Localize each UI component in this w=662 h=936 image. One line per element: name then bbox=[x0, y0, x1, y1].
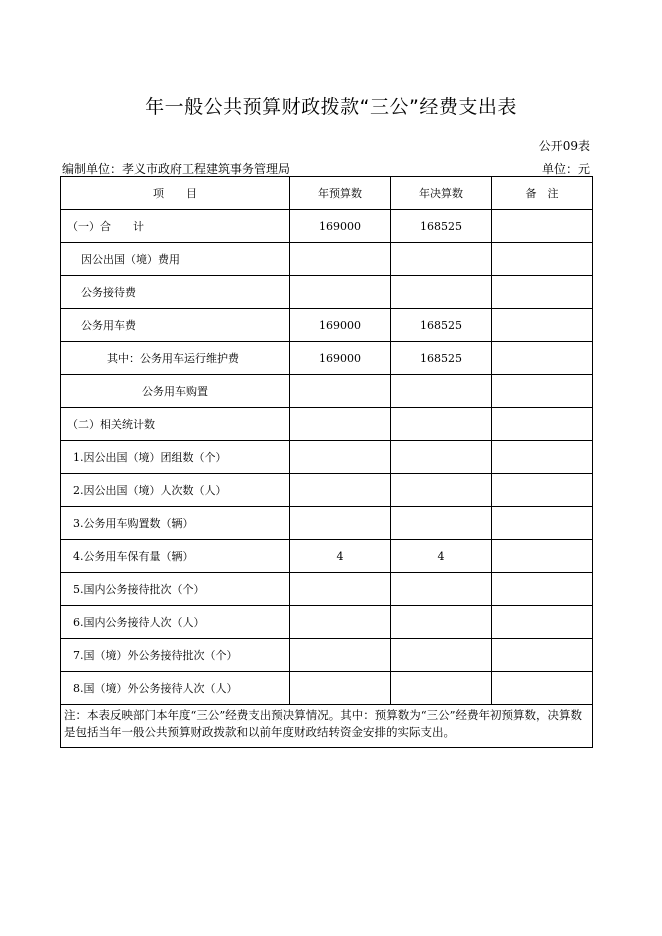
row-label: 2.因公出国（境）人次数（人） bbox=[61, 474, 290, 507]
row-note bbox=[492, 441, 593, 474]
row-budget: 169000 bbox=[290, 210, 391, 243]
table-row bbox=[61, 210, 593, 243]
row-label: 4.公务用车保有量（辆） bbox=[61, 540, 290, 573]
footnote: 注：本表反映部门本年度“三公”经费支出预决算情况。其中：预算数为“三公”经费年初预算数，决算数是包括当年一般公共预算财政拨款和以前年度财政结转资金安排的实际支出。 bbox=[61, 705, 593, 748]
row-label: 5.国内公务接待批次（个） bbox=[61, 573, 290, 606]
row-final bbox=[391, 606, 492, 639]
row-note bbox=[492, 276, 593, 309]
table-row bbox=[61, 375, 593, 408]
table-row bbox=[61, 309, 593, 342]
row-note bbox=[492, 606, 593, 639]
row-budget bbox=[290, 672, 391, 705]
form-number: 公开09表 bbox=[538, 139, 590, 153]
table-row bbox=[61, 243, 593, 276]
row-label: （二）相关统计数 bbox=[61, 408, 290, 441]
row-label: 7.国（境）外公务接待批次（个） bbox=[61, 639, 290, 672]
row-final bbox=[391, 639, 492, 672]
row-budget bbox=[290, 507, 391, 540]
row-note bbox=[492, 210, 593, 243]
expense-table bbox=[60, 176, 593, 748]
row-note bbox=[492, 507, 593, 540]
row-budget bbox=[290, 243, 391, 276]
table-row bbox=[61, 507, 593, 540]
row-note bbox=[492, 573, 593, 606]
row-final: 168525 bbox=[391, 342, 492, 375]
row-note bbox=[492, 672, 593, 705]
table-row bbox=[61, 441, 593, 474]
row-budget bbox=[290, 639, 391, 672]
row-budget bbox=[290, 606, 391, 639]
row-budget bbox=[290, 474, 391, 507]
row-label: 因公出国（境）费用 bbox=[61, 243, 290, 276]
row-final bbox=[391, 375, 492, 408]
row-label: 公务用车购置 bbox=[61, 375, 290, 408]
row-final bbox=[391, 441, 492, 474]
row-budget bbox=[290, 441, 391, 474]
unit-label: 单位：元 bbox=[541, 162, 590, 176]
row-final: 4 bbox=[391, 540, 492, 573]
table-header-row bbox=[61, 177, 593, 210]
row-label: 1.因公出国（境）团组数（个） bbox=[61, 441, 290, 474]
row-note bbox=[492, 309, 593, 342]
row-budget bbox=[290, 408, 391, 441]
table-row bbox=[61, 639, 593, 672]
row-final: 168525 bbox=[391, 210, 492, 243]
row-note bbox=[492, 408, 593, 441]
row-note bbox=[492, 375, 593, 408]
table-row bbox=[61, 276, 593, 309]
row-label: 公务接待费 bbox=[61, 276, 290, 309]
row-label: 8.国（境）外公务接待人次（人） bbox=[61, 672, 290, 705]
organization-label: 编制单位：孝义市政府工程建筑事务管理局 bbox=[62, 162, 291, 176]
row-final bbox=[391, 573, 492, 606]
row-note bbox=[492, 639, 593, 672]
row-final bbox=[391, 408, 492, 441]
table-row bbox=[61, 540, 593, 573]
row-final bbox=[391, 507, 492, 540]
row-label: 3.公务用车购置数（辆） bbox=[61, 507, 290, 540]
row-final bbox=[391, 243, 492, 276]
page-title: 年一般公共预算财政拨款“三公”经费支出表 bbox=[145, 96, 517, 118]
table-row bbox=[61, 408, 593, 441]
row-note bbox=[492, 540, 593, 573]
row-final bbox=[391, 276, 492, 309]
row-label: 6.国内公务接待人次（人） bbox=[61, 606, 290, 639]
header-note: 备 注 bbox=[492, 177, 593, 210]
table-row bbox=[61, 342, 593, 375]
table-row bbox=[61, 474, 593, 507]
row-budget bbox=[290, 375, 391, 408]
row-note bbox=[492, 243, 593, 276]
row-final: 168525 bbox=[391, 309, 492, 342]
row-note bbox=[492, 474, 593, 507]
table-row bbox=[61, 672, 593, 705]
row-final bbox=[391, 474, 492, 507]
row-budget bbox=[290, 276, 391, 309]
row-label: 公务用车费 bbox=[61, 309, 290, 342]
header-final: 年决算数 bbox=[391, 177, 492, 210]
table-row bbox=[61, 573, 593, 606]
row-label: （一）合 计 bbox=[61, 210, 290, 243]
row-budget bbox=[290, 573, 391, 606]
table-row bbox=[61, 606, 593, 639]
row-budget: 4 bbox=[290, 540, 391, 573]
row-final bbox=[391, 672, 492, 705]
row-budget: 169000 bbox=[290, 342, 391, 375]
footnote-row bbox=[61, 705, 593, 748]
header-budget: 年预算数 bbox=[290, 177, 391, 210]
row-budget: 169000 bbox=[290, 309, 391, 342]
row-label: 其中：公务用车运行维护费 bbox=[61, 342, 290, 375]
header-item: 项 目 bbox=[61, 177, 290, 210]
row-note bbox=[492, 342, 593, 375]
